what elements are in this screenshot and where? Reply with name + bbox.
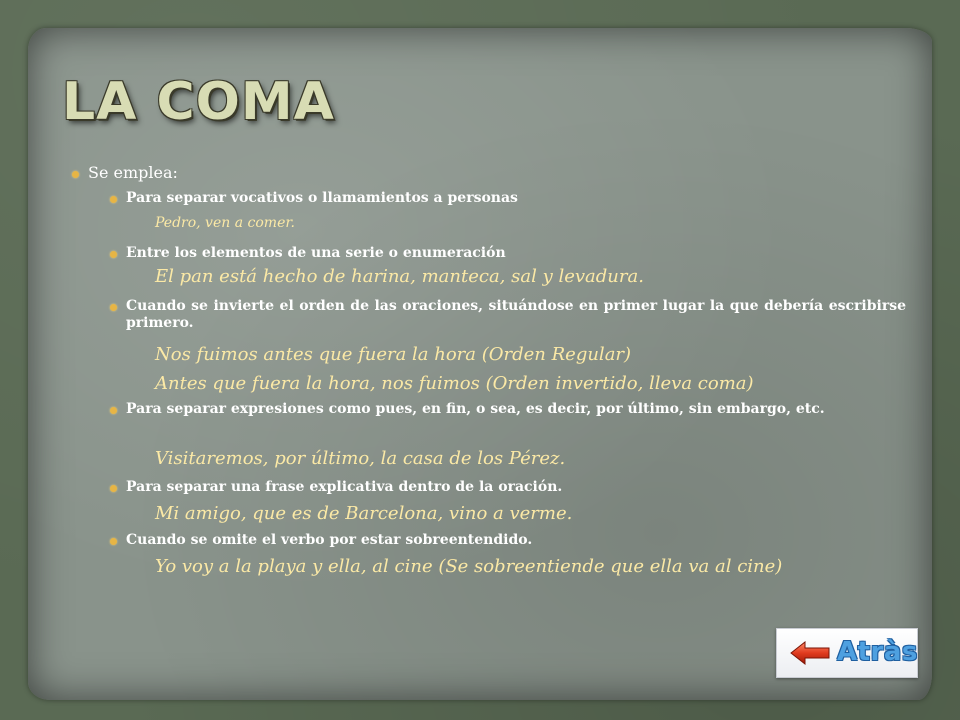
back-button[interactable]	[776, 628, 918, 678]
rule-text: Para separar vocativos o llamamientos a personas	[126, 190, 518, 206]
bullet-dot	[110, 538, 117, 545]
example-text: Antes que fuera la hora, nos fuimos (Orden invertido, lleva coma)	[155, 373, 754, 394]
example-text: El pan está hecho de harina, manteca, sal y levadura.	[155, 266, 644, 287]
bullet-dot	[110, 196, 117, 203]
example-text: Yo voy a la playa y ella, al cine (Se sobreentiende que ella va al cine)	[155, 556, 783, 577]
example-text: Mi amigo, que es de Barcelona, vino a verme.	[155, 503, 573, 524]
rule-text: Cuando se omite el verbo por estar sobreentendido.	[126, 532, 533, 548]
example-text: Pedro, ven a comer.	[155, 215, 295, 231]
rule-text: Para separar una frase explicativa dentro de la oración.	[126, 479, 563, 495]
bullet-dot	[110, 407, 117, 414]
left-arrow-icon	[789, 641, 831, 665]
bullet-dot	[72, 171, 79, 178]
rule-text: Cuando se invierte el orden de las oraciones, situándose en primer lugar la que debería escribirse primero.	[126, 298, 906, 331]
slide-title: LA COMA	[62, 72, 335, 132]
intro-text: Se emplea:	[88, 163, 178, 182]
back-label: Atràs	[837, 637, 918, 667]
example-text: Visitaremos, por último, la casa de los Pérez.	[155, 448, 566, 469]
rule-text: Para separar expresiones como pues, en fin, o sea, es decir, por último, sin embargo, etc.	[126, 401, 825, 417]
example-text: Nos fuimos antes que fuera la hora (Orden Regular)	[155, 344, 632, 365]
bullet-dot	[110, 485, 117, 492]
bullet-dot	[110, 304, 117, 311]
rule-text: Entre los elementos de una serie o enumeración	[126, 245, 506, 261]
bullet-dot	[110, 251, 117, 258]
